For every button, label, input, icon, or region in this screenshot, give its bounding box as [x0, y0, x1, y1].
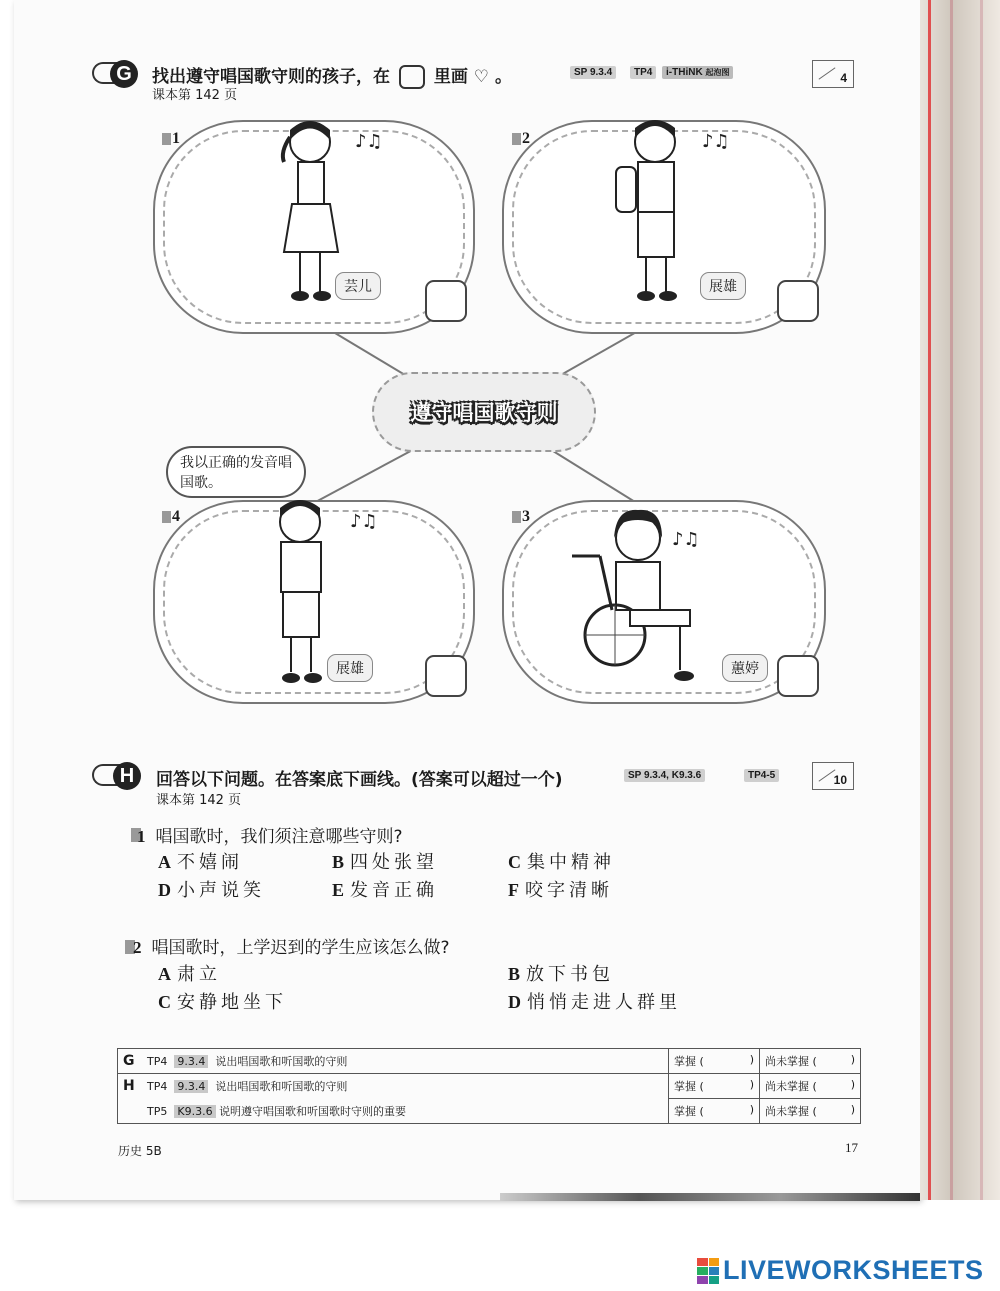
- tag-sp: SP 9.3.4, K9.3.6: [624, 769, 705, 782]
- svg-text:♪♫: ♪♫: [672, 529, 700, 550]
- section-g-page-ref: 课本第 142 页: [152, 88, 238, 103]
- heart-icon: ♡: [473, 67, 490, 87]
- panel-number: 3: [522, 508, 530, 526]
- assessment-table: [117, 1048, 861, 1124]
- heart-answer-box-4[interactable]: [425, 655, 467, 697]
- option-q1-d[interactable]: D 小声说笑: [158, 880, 265, 901]
- page-number: 17: [845, 1140, 858, 1155]
- option-q1-c[interactable]: C 集中精神: [508, 852, 615, 873]
- mastered-cell[interactable]: 掌握 ( ): [669, 1099, 760, 1124]
- child-name-label: 展雄: [700, 272, 746, 300]
- panel-number: 2: [522, 130, 530, 148]
- option-q2-c[interactable]: C 安静地坐下: [158, 992, 287, 1013]
- section-g-badge: G: [110, 60, 138, 88]
- speech-bubble: 我以正确的发音唱国歌。: [166, 446, 306, 498]
- section-g-title: 找出遵守唱国歌守则的孩子，在 里画 ♡ 。: [152, 67, 512, 87]
- option-q2-d[interactable]: D 悄悄走进人群里: [508, 992, 681, 1013]
- bubble-map-center: [372, 372, 596, 452]
- heart-answer-box-3[interactable]: [777, 655, 819, 697]
- center-label: 遵守唱国歌守则: [410, 401, 558, 425]
- child-name-label: 蕙婷: [722, 654, 768, 682]
- svg-text:♪♫: ♪♫: [702, 131, 730, 152]
- not-mastered-cell[interactable]: 尚未掌握 ( ): [760, 1099, 861, 1124]
- panel-number: 1: [172, 130, 180, 148]
- question-1: 1 唱国歌时，我们须注意哪些守则?: [137, 827, 403, 847]
- tag-sp: SP 9.3.4: [570, 66, 616, 79]
- section-g-score-box: 4: [812, 60, 854, 88]
- table-row: H TP4 9.3.4 说出唱国歌和听国歌的守则 掌握 ( ) 尚未掌握 ( ): [118, 1074, 861, 1099]
- heart-answer-box-1[interactable]: [425, 280, 467, 322]
- svg-text:♪♫: ♪♫: [355, 131, 383, 152]
- table-row: G TP4 9.3.4 说出唱国歌和听国歌的守则 掌握 ( ) 尚未掌握 ( ): [118, 1049, 861, 1074]
- option-q1-a[interactable]: A 不嬉闹: [158, 852, 243, 873]
- option-q1-e[interactable]: E 发音正确: [332, 880, 439, 901]
- child-name-label: 展雄: [327, 654, 373, 682]
- svg-text:♪♫: ♪♫: [350, 511, 378, 532]
- book-title: 历史 5B: [118, 1144, 162, 1158]
- liveworksheets-logo: [697, 1255, 984, 1286]
- panel-number: 4: [172, 508, 180, 526]
- child-name-label: 芸儿: [335, 272, 381, 300]
- tag-ithink: i-THiNK 起泡图: [662, 66, 733, 79]
- section-h-page-ref: 课本第 142 页: [156, 793, 242, 808]
- not-mastered-cell[interactable]: 尚未掌握 ( ): [760, 1049, 861, 1074]
- option-q2-a[interactable]: A 肃立: [158, 964, 221, 985]
- section-h-badge: H: [113, 762, 141, 790]
- option-q2-b[interactable]: B 放下书包: [508, 964, 615, 985]
- table-row: TP5 K9.3.6 说明遵守唱国歌和听国歌时守则的重要 掌握 ( ) 尚未掌握 ( ): [118, 1099, 861, 1124]
- tag-tp: TP4: [630, 66, 656, 79]
- heart-answer-box-2[interactable]: [777, 280, 819, 322]
- tag-tp: TP4-5: [744, 769, 779, 782]
- section-h-score-box: 10: [812, 762, 854, 790]
- section-h-title: 回答以下问题。在答案底下画线。(答案可以超过一个): [156, 770, 563, 790]
- question-2: 2 唱国歌时，上学迟到的学生应该怎么做?: [133, 938, 450, 958]
- mastered-cell[interactable]: 掌握 ( ): [669, 1049, 760, 1074]
- option-q1-b[interactable]: B 四处张望: [332, 852, 439, 873]
- option-q1-f[interactable]: F 咬字清晰: [508, 880, 613, 901]
- liveworksheets-wordmark: LIVEWORKSHEETS: [723, 1255, 984, 1285]
- mastered-cell[interactable]: 掌握 ( ): [669, 1074, 760, 1099]
- liveworksheets-icon: [697, 1258, 719, 1284]
- not-mastered-cell[interactable]: 尚未掌握 ( ): [760, 1074, 861, 1099]
